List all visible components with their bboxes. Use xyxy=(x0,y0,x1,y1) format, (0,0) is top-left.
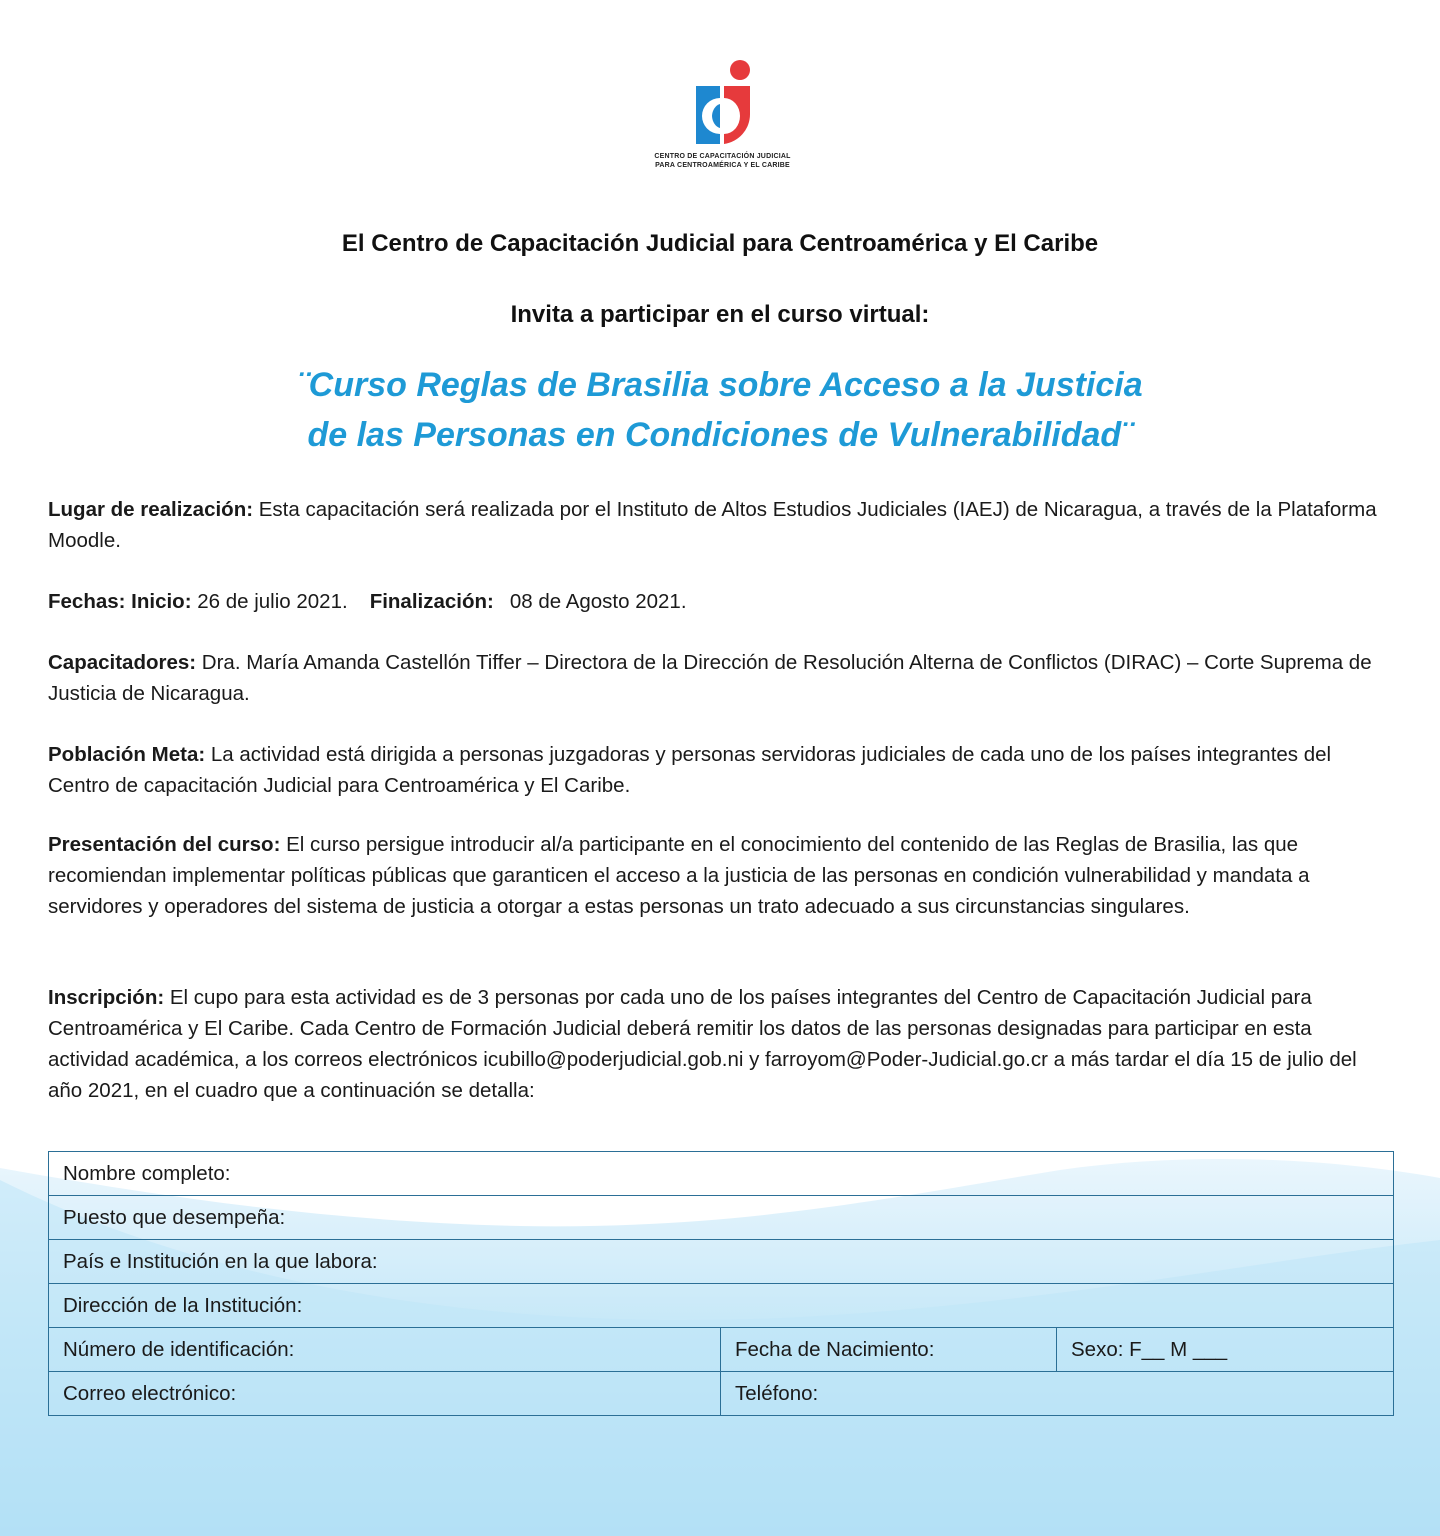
course-title xyxy=(0,360,1440,460)
organization-title: El Centro de Capacitación Judicial para Centroamérica y El Caribe xyxy=(341,230,1099,257)
table-row xyxy=(49,1284,1394,1328)
fecha-fin: 08 de Agosto 2021. xyxy=(509,590,687,613)
fecha-fin-label: Finalización: xyxy=(369,590,494,613)
field-direccion: Dirección de la Institución: xyxy=(49,1284,1394,1328)
section-lugar xyxy=(48,494,1393,556)
logo-mark-icon xyxy=(694,58,752,144)
logo-text-line1: CENTRO DE CAPACITACIÓN JUDICIAL xyxy=(654,153,791,160)
field-nombre: Nombre completo: xyxy=(49,1152,1394,1196)
section-fechas xyxy=(48,586,1393,617)
section-poblacion-label: Población Meta: xyxy=(48,743,206,766)
course-title-line2: de las Personas en Condiciones de Vulnerabilidad¨ xyxy=(307,416,1133,454)
section-lugar-text: Esta capacitación será realizada por el Instituto de Altos Estudios Judiciales (IAEJ) de Nicaragua, a través de la Plataforma Moodle. xyxy=(48,498,1377,552)
field-fecha-nacimiento: Fecha de Nacimiento: xyxy=(721,1328,1057,1372)
table-row xyxy=(49,1196,1394,1240)
registration-form-table xyxy=(48,1151,1394,1416)
organization-logo xyxy=(650,58,795,174)
section-fechas-label: Fechas: Inicio: xyxy=(48,590,192,613)
table-row xyxy=(49,1328,1394,1372)
field-puesto: Puesto que desempeña: xyxy=(49,1196,1394,1240)
field-sexo: Sexo: F__ M ___ xyxy=(1057,1328,1394,1372)
section-capacitadores-label: Capacitadores: xyxy=(48,651,197,674)
table-row xyxy=(49,1152,1394,1196)
section-poblacion-text: La actividad está dirigida a personas juzgadoras y personas servidoras judiciales de cada uno de los países integrantes del Centro de capacitación Judicial para Centroamérica y El Caribe. xyxy=(48,743,1332,797)
fecha-inicio: 26 de julio 2021. xyxy=(191,590,348,613)
invitation-heading: Invita a participar en el curso virtual: xyxy=(510,301,930,328)
section-inscripcion xyxy=(48,982,1393,1106)
section-capacitadores-text: Dra. María Amanda Castellón Tiffer – Directora de la Dirección de Resolución Alterna de Conflictos (DIRAC) – Corte Suprema de Justicia de Nicaragua. xyxy=(48,651,1372,705)
section-presentacion-label: Presentación del curso: xyxy=(48,833,281,856)
section-lugar-label: Lugar de realización: xyxy=(48,498,254,521)
section-poblacion xyxy=(48,739,1393,801)
section-inscripcion-label: Inscripción: xyxy=(48,986,165,1009)
section-inscripcion-text: El cupo para esta actividad es de 3 personas por cada uno de los países integrantes del Centro de Capacitación Judicial para Centroamérica y El Caribe. Cada Centro de Formación Judicial deberá remitir los datos de las personas designadas para participar en esta actividad académica, a los correos electrónicos icubillo@poderjudicial.gob.ni y farroyom@Poder-Judicial.go.cr a más tardar el día 15 de julio del año 2021, en el cuadro que a continuación se detalla: xyxy=(48,986,1357,1102)
table-row xyxy=(49,1372,1394,1416)
section-presentacion-text: El curso persigue introducir al/a participante en el conocimiento del contenido de las Reglas de Brasilia, las que recomiendan implementar políticas públicas que garanticen el acceso a la justicia de las personas en condición vulnerabilidad y mandata a servidores y operadores del sistema de justicia a otorgar a estas personas un trato adecuado a sus circunstancias singulares. xyxy=(48,833,1310,918)
course-title-line1: ¨Curso Reglas de Brasilia sobre Acceso a la Justicia xyxy=(297,366,1143,404)
field-correo: Correo electrónico: xyxy=(49,1372,721,1416)
field-pais-institucion: País e Institución en la que labora: xyxy=(49,1240,1394,1284)
table-row xyxy=(49,1240,1394,1284)
logo-text-line2: PARA CENTROAMÉRICA Y EL CARIBE xyxy=(655,162,790,169)
section-capacitadores xyxy=(48,647,1393,709)
section-presentacion xyxy=(48,829,1393,922)
field-numero-identificacion: Número de identificación: xyxy=(49,1328,721,1372)
field-telefono: Teléfono: xyxy=(721,1372,1394,1416)
